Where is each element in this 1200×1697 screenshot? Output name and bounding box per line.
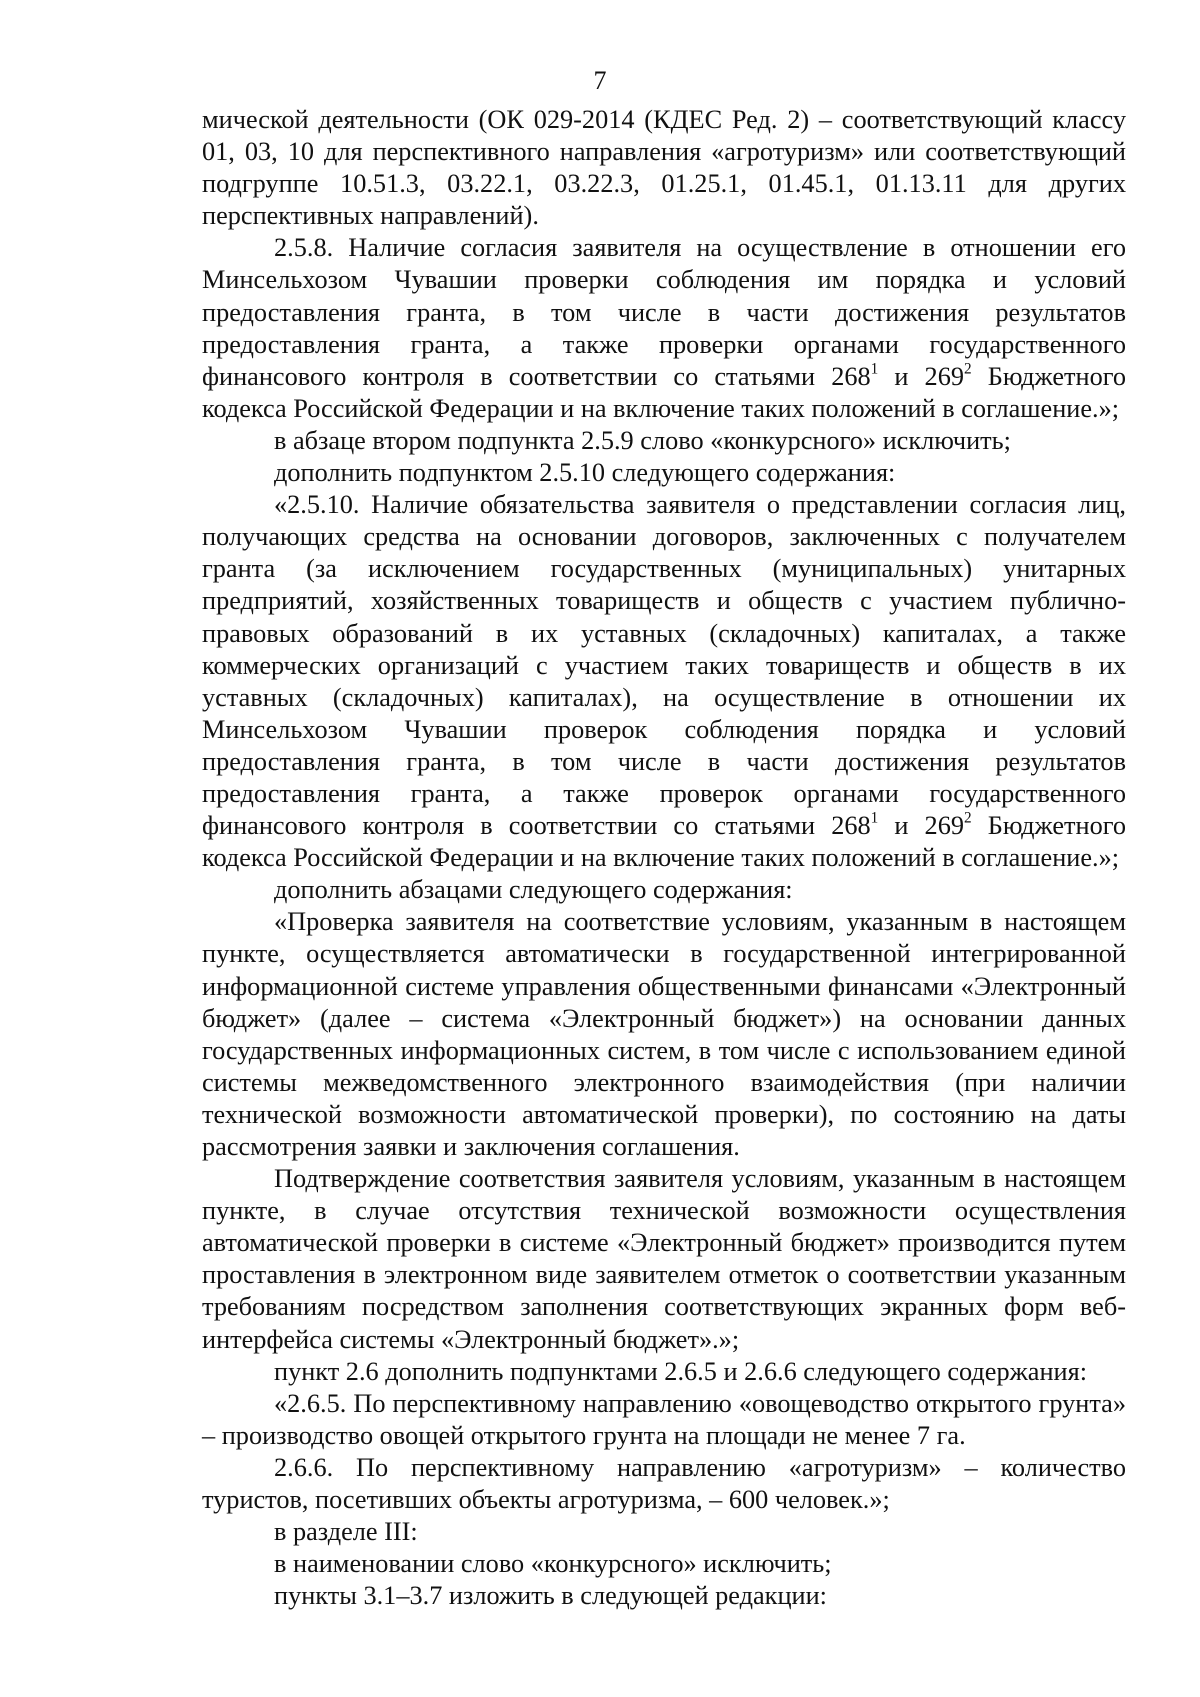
paragraph-1: мической деятельности (ОК 029-2014 (КДЕС Ред. 2) – соответствующий классу 01, 03, 10 для перспективного направления «агротуризм» или соответствующий подгруппе 10.51.3, 03.22.1, 03.22.3, 01.25.1, 01.45.1, 01.13.11 для других перспективных направлений). [202, 105, 1126, 231]
paragraph-14: пункты 3.1–3.7 изложить в следующей редакции: [274, 1581, 827, 1611]
paragraph-2-text-c: Бюджетного кодекса Российской Федерации и на включение таких положений в соглашение.»; [202, 361, 1127, 423]
superscript-2: 2 [964, 809, 972, 827]
superscript-2: 2 [964, 360, 972, 378]
paragraph-3: в абзаце втором подпункта 2.5.9 слово «конкурсного» исключить; [274, 425, 1011, 455]
paragraph-5 [202, 489, 1126, 874]
paragraph-13: в наименовании слово «конкурсного» исключить; [274, 1549, 832, 1579]
paragraph-5-text-c: Бюджетного кодекса Российской Федерации и на включение таких положений в соглашение.»; [202, 811, 1127, 873]
paragraph-11: 2.6.6. По перспективному направлению «агротуризм» – количество туристов, посетивших объекты агротуризма, – 600 человек.»; [202, 1452, 1126, 1515]
paragraph-8: Подтверждение соответствия заявителя условиям, указанным в настоящем пункте, в случае отсутствия технической возможности осуществления автоматической проверки в системе «Электронный бюджет» производится путем проставления в электронном виде заявителем отметок о соответствии указанным требованиям посредством заполнения соответствующих экранных форм веб-интерфейса системы «Электронный бюджет».»; [202, 1164, 1126, 1354]
paragraph-2-text-a: 2.5.8. Наличие согласия заявителя на осуществление в отношении его Минсельхозом Чувашии проверки соблюдения им порядка и условий предоставления гранта, в том числе в части достижения результатов предоставления гранта, а также проверки органами государственного финансового контроля в соответствии со статьями 268 [202, 233, 1126, 391]
document-body [202, 104, 1126, 1612]
page-number: 7 [593, 66, 607, 95]
paragraph-5-text-b: и 269 [878, 811, 965, 841]
paragraph-10: «2.6.5. По перспективному направлению «овощеводство открытого грунта» – производство овощей открытого грунта на площади не менее 7 га. [202, 1388, 1126, 1450]
paragraph-9: пункт 2.6 дополнить подпунктами 2.6.5 и 2.6.6 следующего содержания: [274, 1356, 1088, 1386]
paragraph-12: в разделе III: [274, 1517, 418, 1547]
paragraph-6: дополнить абзацами следующего содержания: [274, 875, 793, 905]
paragraph-5-text-a: «2.5.10. Наличие обязательства заявителя о представлении согласия лиц, получающих средства на основании договоров, заключенных с получателем гранта (за исключением государственных (муниципальных) унитарных предприятий, хозяйственных товариществ и обществ с участием публично-правовых образований в их уставных (складочных) капиталах, а также коммерческих организаций с участием таких товариществ и обществ в их уставных (складочных) капиталах), на осуществление в отношении их Минсельхозом Чувашии проверок соблюдения порядка и условий предоставления гранта, в том числе в части достижения результатов предоставления гранта, а также проверок органами государственного финансового контроля в соответствии со статьями 268 [202, 490, 1126, 841]
paragraph-7: «Проверка заявителя на соответствие условиям, указанным в настоящем пункте, осуществляется автоматически в государственной интегрированной информационной системе управления общественными финансами «Электронный бюджет» (далее – система «Электронный бюджет») на основании данных государственных информационных систем, в том числе с использованием единой системы межведомственного электронного взаимодействия (при наличии технической возможности автоматической проверки), по состоянию на даты рассмотрения заявки и заключения соглашения. [202, 907, 1126, 1161]
paragraph-4: дополнить подпунктом 2.5.10 следующего содержания: [274, 458, 896, 488]
paragraph-2 [202, 232, 1126, 425]
superscript-1: 1 [870, 360, 879, 378]
superscript-1: 1 [870, 809, 879, 827]
paragraph-2-text-b: и 269 [878, 361, 965, 391]
